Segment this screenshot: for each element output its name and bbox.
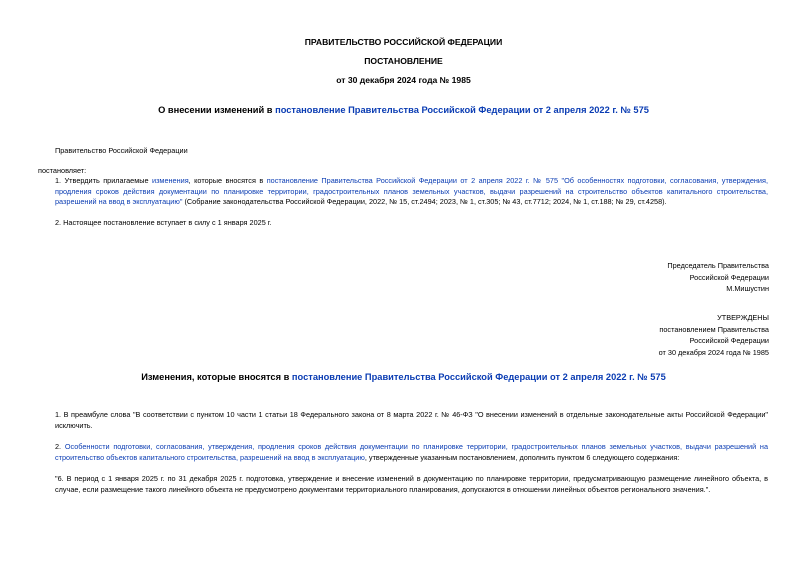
government-heading: ПРАВИТЕЛЬСТВО РОССИЙСКОЙ ФЕДЕРАЦИИ <box>304 37 503 47</box>
signature-line-1: Председатель Правительства <box>667 261 769 270</box>
issuer-text: Правительство Российской Федерации <box>55 146 188 155</box>
p1-changes-link[interactable]: изменения <box>152 176 189 185</box>
document-title-link[interactable]: постановление Правительства Российской Федерации от 2 апреля 2022 г. № 575 <box>275 105 649 115</box>
changes-title-link[interactable]: постановление Правительства Российской Федерации от 2 апреля 2022 г. № 575 <box>291 372 666 382</box>
change-1-text: 1. В преамбуле слова "В соответствии с пунктом 10 части 1 статьи 18 Федерального закона от 8 марта 2022 г. № 46-ФЗ "О внесении изменений в отдельные законодательные акты Российской Федерации" исключить. <box>55 410 768 430</box>
change-2 <box>55 442 768 463</box>
signature-line-2: Российской Федерации <box>689 272 769 282</box>
decrees-text: постановляет: <box>38 166 87 175</box>
document-title-prefix: О внесении изменений в <box>158 105 276 115</box>
signature-block <box>667 260 769 295</box>
signature-line-3: М.Мишустин <box>726 284 769 293</box>
approval-line-3: Российской Федерации <box>689 336 769 345</box>
approval-line-4: от 30 декабря 2024 года № 1985 <box>658 347 769 357</box>
approval-block <box>659 312 769 358</box>
approval-line-2: постановлением Правительства <box>659 324 769 334</box>
change-3-text: "6. В период с 1 января 2025 г. по 31 декабря 2025 г. подготовка, утверждение и внесение изменений в документацию по планировке территории, предусматривающую размещение линейного объекта, в случае, если размещение такого линейного объекта не предусмотрено документами территориального планирования, допускаются в отношении линейных объектов регионального значения.". <box>55 474 768 494</box>
change-3 <box>55 474 768 495</box>
change-2-features-link[interactable]: Особенности подготовки, согласования, утверждения, продления сроков действия документации по планировке территории, градостроительных планов земельных участков, выдачи разрешений на строительство объектов капитального строительства, разрешений на ввод в эксплуатацию <box>55 442 769 462</box>
p1-mid: , которые вносятся в <box>188 176 267 185</box>
p1-suffix: (Собрание законодательства Российской Федерации, 2022, № 15, ст.2494; 2023, № 1, ст.305; № 43, ст.7712; 2024, № 1, ст.188; № 29, ст.4258). <box>182 197 667 207</box>
paragraph-2: 2. Настоящее постановление вступает в силу с 1 января 2025 г. <box>55 218 272 227</box>
document-title <box>0 105 807 115</box>
change-1 <box>55 410 768 431</box>
change-2-suffix: , утвержденные указанным постановлением, дополнить пунктом 6 следующего содержания: <box>364 452 680 462</box>
changes-title-prefix: Изменения, которые вносятся в <box>141 372 292 382</box>
document-type: ПОСТАНОВЛЕНИЕ <box>364 56 443 66</box>
paragraph-1 <box>55 176 768 208</box>
p1-prefix: 1. Утвердить прилагаемые <box>55 176 153 185</box>
approval-line-1: УТВЕРЖДЕНЫ <box>717 313 769 322</box>
change-2-prefix: 2. <box>55 442 65 451</box>
changes-title <box>0 372 807 382</box>
document-date-number: от 30 декабря 2024 года № 1985 <box>336 75 471 85</box>
p1-decree-link[interactable]: постановление Правительства Российской Федерации от 2 апреля 2022 г. № 575 "Об особенностях подготовки, согласования, утверждения, продления сроков действия документации по планировке территории, градостроительных планов земельных участков, выдачи разрешений на строительство объектов капитального строительства, разрешений на ввод в эксплуатацию" <box>55 176 768 207</box>
